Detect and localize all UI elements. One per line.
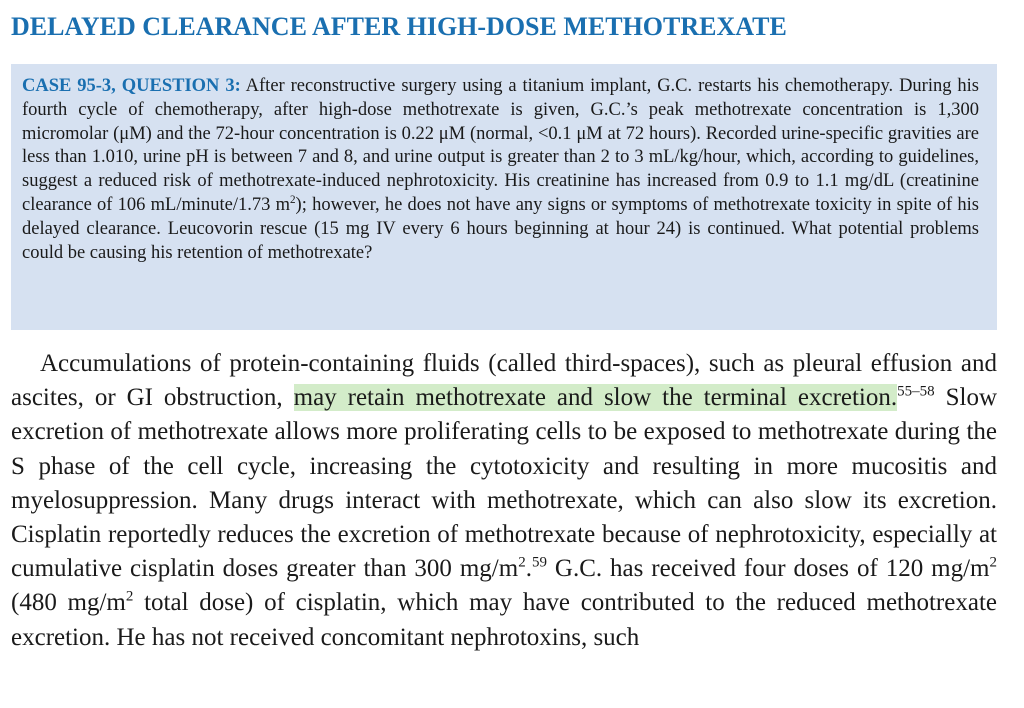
- body-paragraph: [11, 347, 997, 655]
- unit-superscript: 2: [125, 589, 134, 606]
- reference-superscript: 55–58: [897, 383, 935, 400]
- body-text-part-3: .: [525, 555, 532, 583]
- body-text-part-4: G.C. has received four doses of 120 mg/m: [546, 555, 990, 583]
- case-text-part-2: ); however, he does not have any signs or symptoms of methotrexate toxicity in spite of his delayed clearance. Leucovorin rescue (15 mg IV every 6 hours beginning at hour 24) is continued. What potential problems could be causing his retention of methotrexate?: [22, 194, 979, 263]
- unit-superscript: 2: [989, 554, 997, 571]
- body-text-part-2: Slow excretion of methotrexate allows more proliferating cells to be exposed to methotrexate during the S phase of the cell cycle, increasing the cytotoxicity and resulting in more mucositis and myelosuppression. Many drugs interact with methotrexate, which can also slow its excretion. Cisplatin reportedly reduces the excretion of methotrexate because of nephrotoxicity, especially at cumulative cisplatin doses greater than 300 mg/m: [11, 384, 997, 583]
- case-label: CASE 95-3, QUESTION 3:: [22, 76, 241, 96]
- body-text-part-1: Accumulations of protein-containing fluids (called third-spaces), such as pleural effusion and ascites, or GI obstruction,: [11, 350, 997, 412]
- section-heading: DELAYED CLEARANCE AFTER HIGH-DOSE METHOTREXATE: [11, 12, 787, 41]
- reference-superscript: 59: [531, 554, 547, 571]
- body-text-part-6: total dose) of cisplatin, which may have contributed to the reduced methotrexate excretion. He has not received concomitant nephrotoxins, such: [11, 589, 997, 651]
- highlighted-text[interactable]: may retain methotrexate and slow the terminal excretion.: [293, 384, 898, 412]
- unit-superscript: 2: [518, 554, 526, 571]
- case-superscript: 2: [290, 193, 296, 206]
- body-text-part-5: (480 mg/m: [11, 589, 126, 617]
- case-question-box: [11, 64, 997, 330]
- case-text-part-1: After reconstructive surgery using a titanium implant, G.C. restarts his chemotherapy. During his fourth cycle of chemotherapy, after high-dose methotrexate is given, G.C.’s peak methotrexate concentration is 1,300 micromolar (μM) and the 72-hour concentration is 0.22 μM (normal, <0.1 μM at 72 hours). Recorded urine-specific gravities are less than 1.010, urine pH is between 7 and 8, and urine output is greater than 2 to 3 mL/kg/hour, which, according to guidelines, suggest a reduced risk of methotrexate-induced nephrotoxicity. His creatinine has increased from 0.9 to 1.1 mg/dL (creatinine clearance of 106 mL/minute/1.73 m: [22, 76, 979, 215]
- case-question-text: [22, 75, 979, 265]
